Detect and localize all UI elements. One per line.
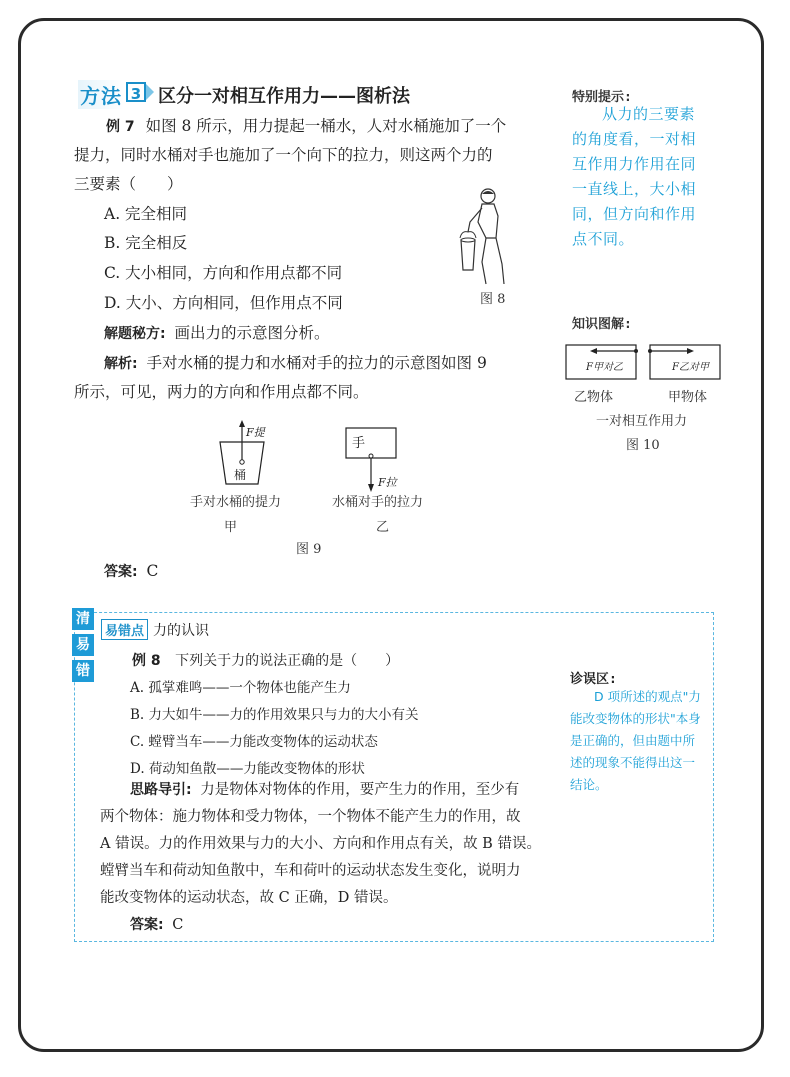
figure9-right-sub: 乙	[376, 520, 390, 535]
figure10-subtitle: 一对相互作用力	[596, 414, 688, 429]
example8-option-d: D. 荷动知鱼散——力能改变物体的形状	[130, 761, 365, 777]
error-point-label: 易错点	[101, 619, 148, 640]
guide-text: 力是物体对物体的作用，要产生力的作用，至少有	[200, 782, 520, 798]
analysis-text: 手对水桶的提力和水桶对手的拉力的示意图如图 9	[146, 354, 487, 372]
example7-line1	[106, 112, 506, 142]
example7-stem-line: 如图 8 所示，用力提起一桶水，人对水桶施加了一个	[145, 117, 507, 135]
figure10-caption: 图 10	[626, 438, 660, 453]
example8-line	[132, 650, 399, 670]
analysis-label: 解析:	[104, 356, 138, 372]
example7-stem-line: 三要素（ ）	[74, 175, 183, 193]
figure9-left-sub: 甲	[224, 520, 238, 535]
example8-option-c: C. 螳臂当车——力能改变物体的运动状态	[130, 734, 378, 750]
example7-label: 例 7	[106, 119, 135, 135]
figure10-left-object: 乙物体	[574, 390, 614, 405]
side-tag: 错	[72, 660, 94, 682]
guide-line1	[130, 777, 519, 804]
figure10-right-object: 甲物体	[668, 390, 708, 405]
knowledge-title: 知识图解:	[572, 317, 632, 332]
diagnosis-line: 是正确的，但由题中所	[570, 733, 696, 748]
example8-stem: 下列关于力的说法正确的是（ ）	[175, 653, 400, 669]
tip-text	[572, 102, 722, 252]
answer-value: C	[146, 562, 159, 580]
tip-line: 从力的三要素	[602, 105, 696, 123]
secret-label: 解题秘方:	[104, 326, 166, 342]
answer-label: 答案:	[104, 564, 138, 580]
figure9-right-object: 手	[352, 436, 366, 451]
answer-value: C	[172, 917, 184, 933]
error-point-title: 力的认识	[153, 623, 209, 639]
guide-text: 螳臂当车和荷动知鱼散中，车和荷叶的运动状态发生变化，说明力	[100, 863, 521, 879]
figure10-left-force: F甲对乙	[586, 362, 623, 373]
diagnosis-text	[570, 686, 708, 796]
guide-text: A 错误。力的作用效果与力的大小、方向和作用点有关，故 B 错误。	[100, 836, 541, 852]
figure9-left-object: 桶	[234, 468, 247, 482]
guide-text: 两个物体：施力物体和受力物体，一个物体不能产生力的作用，故	[100, 809, 521, 825]
figure8-caption: 图 8	[480, 292, 506, 307]
tip-line: 同，但方向和作用	[572, 205, 697, 223]
example8-label: 例 8	[132, 653, 161, 669]
diagnosis-title: 诊误区:	[570, 672, 617, 687]
secret-line	[104, 319, 330, 349]
analysis-line1	[104, 349, 487, 379]
example7-stem-line: 提力，同时水桶对手也施加了一个向下的拉力，则这两个力的	[74, 146, 493, 164]
method-label: 方法	[78, 80, 124, 109]
example7-option-d: D. 大小、方向相同，但作用点不同	[104, 294, 343, 312]
figure9-right-caption: 水桶对手的拉力	[332, 495, 424, 510]
person-lifting-bucket-illustration	[452, 186, 524, 286]
diagnosis-line: 能改变物体的形状"本身	[570, 711, 701, 726]
answer-label: 答案:	[130, 917, 164, 933]
method-number: 3	[126, 82, 146, 102]
figure9-left-force: F提	[246, 426, 265, 439]
example8-answer-line	[130, 912, 183, 939]
example8-option-a: A. 孤掌难鸣——一个物体也能产生力	[130, 680, 351, 696]
tip-line: 一直线上，大小相	[572, 180, 697, 198]
diagnosis-line: D 项所述的观点"力	[594, 689, 701, 704]
tip-line: 互作用力作用在同	[572, 155, 697, 173]
guide-text: 能改变物体的运动状态，故 C 正确，D 错误。	[100, 890, 398, 906]
side-tag: 清	[72, 608, 94, 630]
diagnosis-line: 述的现象不能得出这一	[570, 755, 696, 770]
side-tag: 易	[72, 634, 94, 656]
analysis-text: 所示，可见，两力的方向和作用点都不同。	[74, 383, 369, 401]
tip-line: 的角度看，一对相	[572, 130, 697, 148]
example7-option-a: A. 完全相同	[104, 205, 188, 223]
diagnosis-line: 结论。	[570, 777, 608, 792]
figure10-right-force: F乙对甲	[672, 362, 709, 373]
example8-option-b: B. 力大如牛——力的作用效果只与力的大小有关	[130, 707, 419, 723]
figure9-caption: 图 9	[296, 542, 322, 557]
example7-answer-line	[104, 557, 158, 587]
method-arrow-icon	[146, 84, 154, 100]
secret-text: 画出力的示意图分析。	[174, 324, 330, 342]
tip-line: 点不同。	[572, 230, 635, 248]
example7-option-c: C. 大小相同，方向和作用点都不同	[104, 264, 343, 282]
guide-label: 思路导引:	[130, 782, 192, 798]
tip-title: 特别提示:	[572, 90, 632, 105]
figure9-left-caption: 手对水桶的提力	[190, 495, 282, 510]
example7-option-b: B. 完全相反	[104, 234, 188, 252]
figure9-right-force: F拉	[378, 476, 397, 489]
method-title: 区分一对相互作用力——图析法	[158, 86, 410, 107]
